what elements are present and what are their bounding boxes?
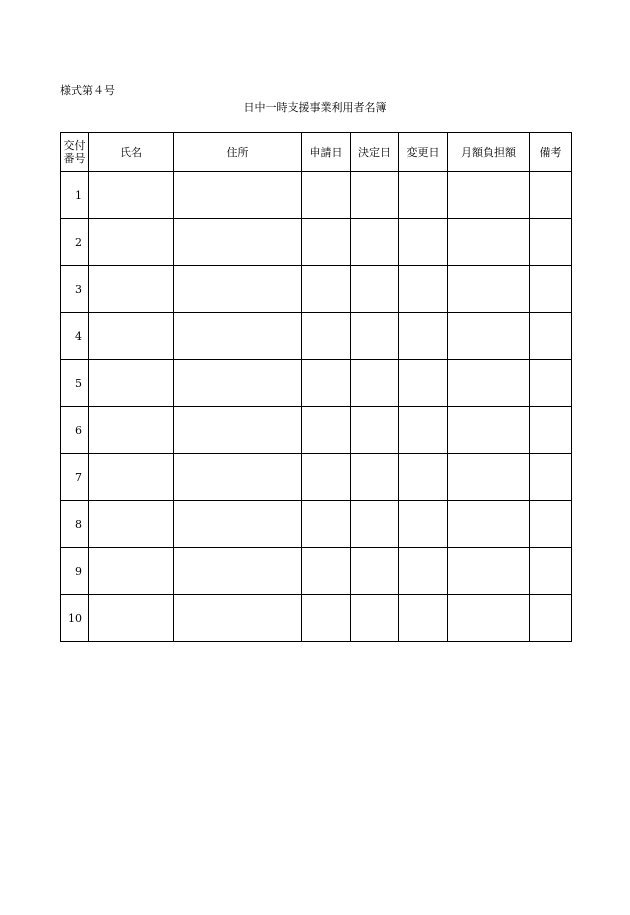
address-cell <box>174 501 302 548</box>
change-date-cell <box>399 313 448 360</box>
address-cell <box>174 219 302 266</box>
name-cell <box>89 407 174 454</box>
table-row <box>61 313 572 360</box>
monthly-burden-cell <box>448 219 530 266</box>
monthly-burden-cell <box>448 407 530 454</box>
header-address: 住所 <box>174 133 302 172</box>
table-row <box>61 454 572 501</box>
row-number: 10 <box>61 595 89 642</box>
application-date-cell <box>302 407 351 454</box>
monthly-burden-cell <box>448 313 530 360</box>
monthly-burden-cell <box>448 595 530 642</box>
monthly-burden-cell <box>448 501 530 548</box>
header-issue-number-line2: 番号 <box>63 152 86 165</box>
application-date-cell <box>302 219 351 266</box>
application-date-cell <box>302 360 351 407</box>
row-number: 3 <box>61 266 89 313</box>
decision-date-cell <box>351 172 399 219</box>
header-change-date: 変更日 <box>399 133 448 172</box>
address-cell <box>174 454 302 501</box>
application-date-cell <box>302 548 351 595</box>
decision-date-cell <box>351 219 399 266</box>
application-date-cell <box>302 313 351 360</box>
change-date-cell <box>399 219 448 266</box>
header-monthly-burden: 月額負担額 <box>448 133 530 172</box>
name-cell <box>89 172 174 219</box>
row-number: 1 <box>61 172 89 219</box>
name-cell <box>89 266 174 313</box>
change-date-cell <box>399 548 448 595</box>
decision-date-cell <box>351 454 399 501</box>
form-number: 様式第４号 <box>60 84 115 97</box>
table-row <box>61 172 572 219</box>
name-cell <box>89 454 174 501</box>
remarks-cell <box>530 454 572 501</box>
change-date-cell <box>399 407 448 454</box>
row-number: 4 <box>61 313 89 360</box>
table-row <box>61 595 572 642</box>
table-row <box>61 360 572 407</box>
name-cell <box>89 548 174 595</box>
remarks-cell <box>530 313 572 360</box>
address-cell <box>174 313 302 360</box>
change-date-cell <box>399 501 448 548</box>
row-number: 7 <box>61 454 89 501</box>
monthly-burden-cell <box>448 266 530 313</box>
application-date-cell <box>302 454 351 501</box>
remarks-cell <box>530 360 572 407</box>
remarks-cell <box>530 219 572 266</box>
row-number: 8 <box>61 501 89 548</box>
decision-date-cell <box>351 266 399 313</box>
header-decision-date: 決定日 <box>351 133 399 172</box>
table-row <box>61 219 572 266</box>
remarks-cell <box>530 172 572 219</box>
change-date-cell <box>399 454 448 501</box>
decision-date-cell <box>351 595 399 642</box>
application-date-cell <box>302 595 351 642</box>
row-number: 9 <box>61 548 89 595</box>
table-row <box>61 266 572 313</box>
table-row <box>61 407 572 454</box>
address-cell <box>174 266 302 313</box>
address-cell <box>174 172 302 219</box>
application-date-cell <box>302 501 351 548</box>
header-name: 氏名 <box>89 133 174 172</box>
change-date-cell <box>399 360 448 407</box>
monthly-burden-cell <box>448 454 530 501</box>
remarks-cell <box>530 407 572 454</box>
row-number: 5 <box>61 360 89 407</box>
change-date-cell <box>399 595 448 642</box>
name-cell <box>89 313 174 360</box>
address-cell <box>174 595 302 642</box>
decision-date-cell <box>351 313 399 360</box>
monthly-burden-cell <box>448 360 530 407</box>
monthly-burden-cell <box>448 548 530 595</box>
address-cell <box>174 407 302 454</box>
remarks-cell <box>530 501 572 548</box>
table-row <box>61 548 572 595</box>
remarks-cell <box>530 266 572 313</box>
header-remarks: 備考 <box>530 133 572 172</box>
name-cell <box>89 501 174 548</box>
decision-date-cell <box>351 548 399 595</box>
document-title: 日中一時支援事業利用者名簿 <box>243 101 387 114</box>
table-header-row <box>61 133 572 172</box>
decision-date-cell <box>351 360 399 407</box>
remarks-cell <box>530 595 572 642</box>
header-issue-number-line1: 交付 <box>63 139 86 152</box>
change-date-cell <box>399 266 448 313</box>
remarks-cell <box>530 548 572 595</box>
address-cell <box>174 360 302 407</box>
decision-date-cell <box>351 501 399 548</box>
decision-date-cell <box>351 407 399 454</box>
name-cell <box>89 219 174 266</box>
name-cell <box>89 360 174 407</box>
header-issue-number <box>61 133 89 172</box>
table-row <box>61 501 572 548</box>
change-date-cell <box>399 172 448 219</box>
row-number: 2 <box>61 219 89 266</box>
header-application-date: 申請日 <box>302 133 351 172</box>
application-date-cell <box>302 266 351 313</box>
monthly-burden-cell <box>448 172 530 219</box>
row-number: 6 <box>61 407 89 454</box>
address-cell <box>174 548 302 595</box>
user-roster-table <box>60 132 572 642</box>
application-date-cell <box>302 172 351 219</box>
name-cell <box>89 595 174 642</box>
